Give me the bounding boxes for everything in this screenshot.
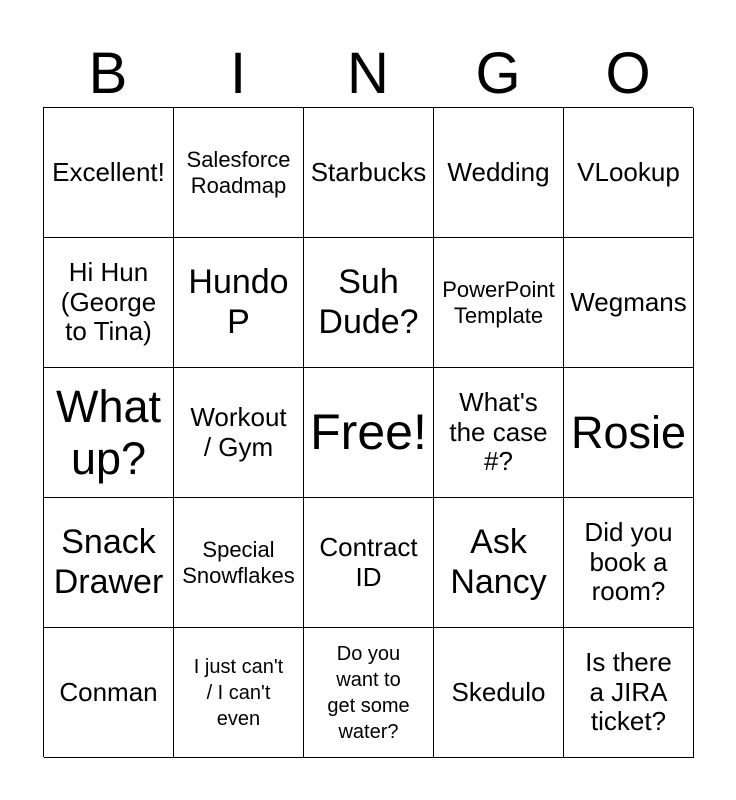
bingo-board <box>43 107 693 757</box>
header-letter-i: I <box>229 41 247 106</box>
bingo-cell[interactable]: Ask Nancy <box>434 498 564 628</box>
bingo-cell[interactable]: VLookup <box>564 108 694 238</box>
bingo-cell[interactable]: Contract ID <box>304 498 434 628</box>
free-cell[interactable]: Free! <box>304 368 434 498</box>
header-letter-b: B <box>88 41 128 106</box>
bingo-cell[interactable]: What's the case #? <box>434 368 564 498</box>
bingo-cell[interactable]: Wegmans <box>564 238 694 368</box>
bingo-cell[interactable]: Hundo P <box>174 238 304 368</box>
header-letter-g: G <box>475 41 521 106</box>
bingo-cell[interactable]: Workout / Gym <box>174 368 304 498</box>
header-letter-o: O <box>605 41 651 106</box>
bingo-cell[interactable]: I just can't / I can't even <box>174 628 304 758</box>
bingo-cell[interactable]: Suh Dude? <box>304 238 434 368</box>
bingo-header <box>43 40 693 108</box>
bingo-cell[interactable]: Snack Drawer <box>44 498 174 628</box>
bingo-cell[interactable]: Starbucks <box>304 108 434 238</box>
bingo-cell[interactable]: What up? <box>44 368 174 498</box>
bingo-cell[interactable]: Excellent! <box>44 108 174 238</box>
bingo-cell[interactable]: Salesforce Roadmap <box>174 108 304 238</box>
bingo-cell[interactable]: Rosie <box>564 368 694 498</box>
bingo-cell[interactable]: Do you want to get some water? <box>304 628 434 758</box>
bingo-cell[interactable]: Did you book a room? <box>564 498 694 628</box>
bingo-cell[interactable]: Hi Hun (George to Tina) <box>44 238 174 368</box>
bingo-cell[interactable]: Is there a JIRA ticket? <box>564 628 694 758</box>
bingo-cell[interactable]: PowerPoint Template <box>434 238 564 368</box>
header-letter-n: N <box>347 41 389 106</box>
bingo-cell[interactable]: Wedding <box>434 108 564 238</box>
bingo-cell[interactable]: Conman <box>44 628 174 758</box>
bingo-cell[interactable]: Skedulo <box>434 628 564 758</box>
bingo-cell[interactable]: Special Snowflakes <box>174 498 304 628</box>
